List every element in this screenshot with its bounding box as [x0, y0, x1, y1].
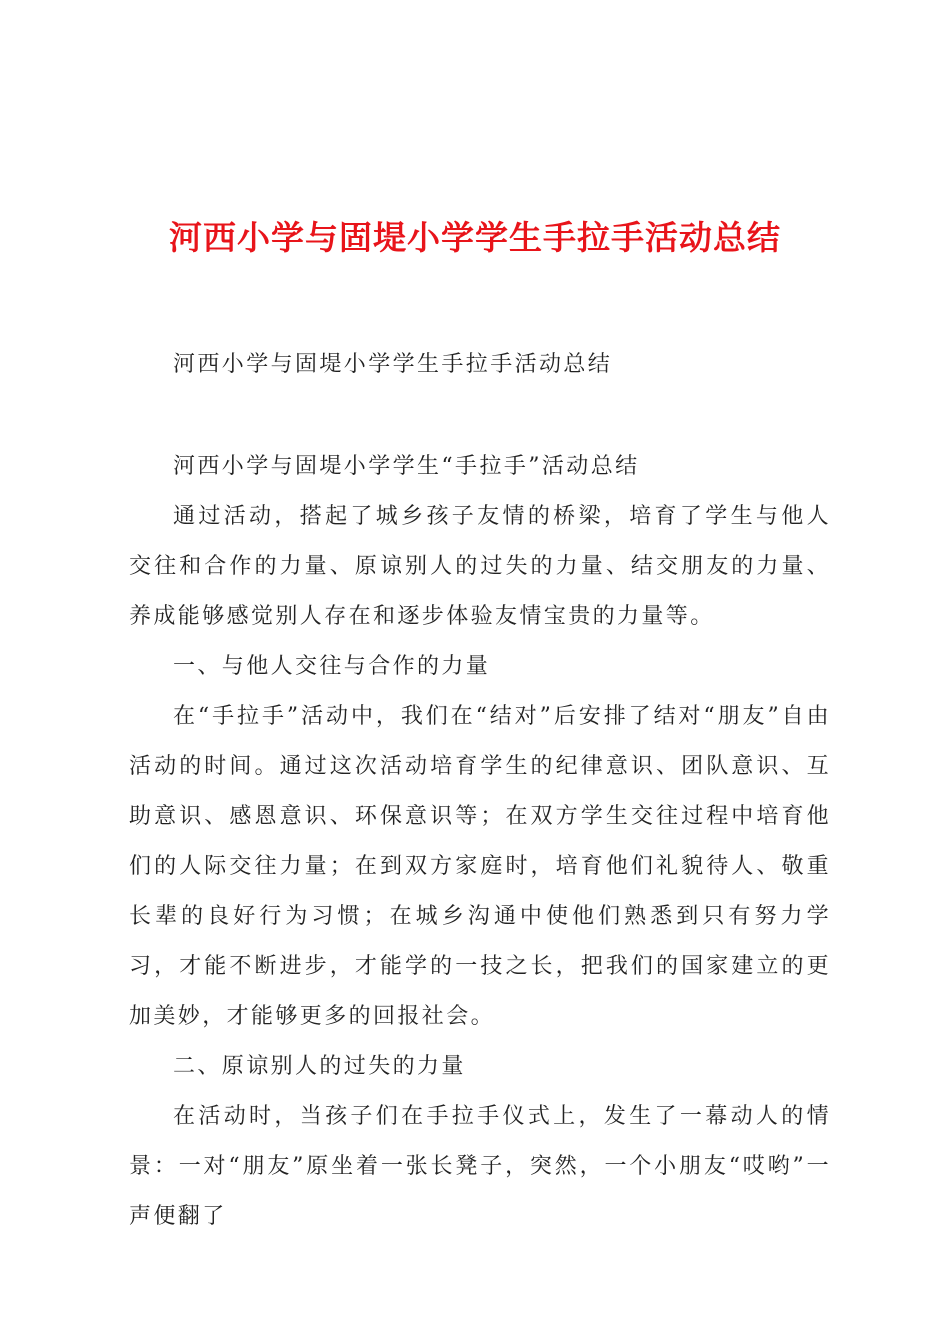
paragraph-section-1: 在“手拉手”活动中，我们在“结对”后安排了结对“朋友”自由活动的时间。通过这次活动培育学生的纪律意识、团队意识、互助意识、感恩意识、环保意识等；在双方学生交往过程中培育他们的人际交往力量；在到双方家庭时，培育他们礼貌待人、敬重长辈的良好行为习惯；在城乡沟通中使他们熟悉到只有努力学习，才能不断进步，才能学的一技之长，把我们的国家建立的更加美妙，才能够更多的回报社会。 [129, 704, 831, 1029]
section-heading-1: 一、与他人交往与合作的力量 [173, 654, 491, 679]
section-heading-2: 二、原谅别人的过失的力量 [173, 1054, 466, 1079]
paragraph-heading: 河西小学与固堤小学学生“手拉手”活动总结 [173, 454, 640, 479]
paragraph-intro: 通过活动，搭起了城乡孩子友情的桥梁，培育了学生与他人交往和合作的力量、原谅别人的过失的力量、结交朋友的力量、养成能够感觉别人存在和逐步体验友情宝贵的力量等。 [129, 504, 831, 629]
document-body [129, 340, 831, 1242]
paragraph-section-2: 在活动时，当孩子们在手拉手仪式上，发生了一幕动人的情景：一对“朋友”原坐着一张长凳子，突然，一个小朋友“哎哟”一声便翻了 [129, 1104, 831, 1229]
paragraph-subtitle: 河西小学与固堤小学学生手拉手活动总结 [173, 352, 613, 377]
document-title: 河西小学与固堤小学学生手拉手活动总结 [169, 218, 781, 257]
